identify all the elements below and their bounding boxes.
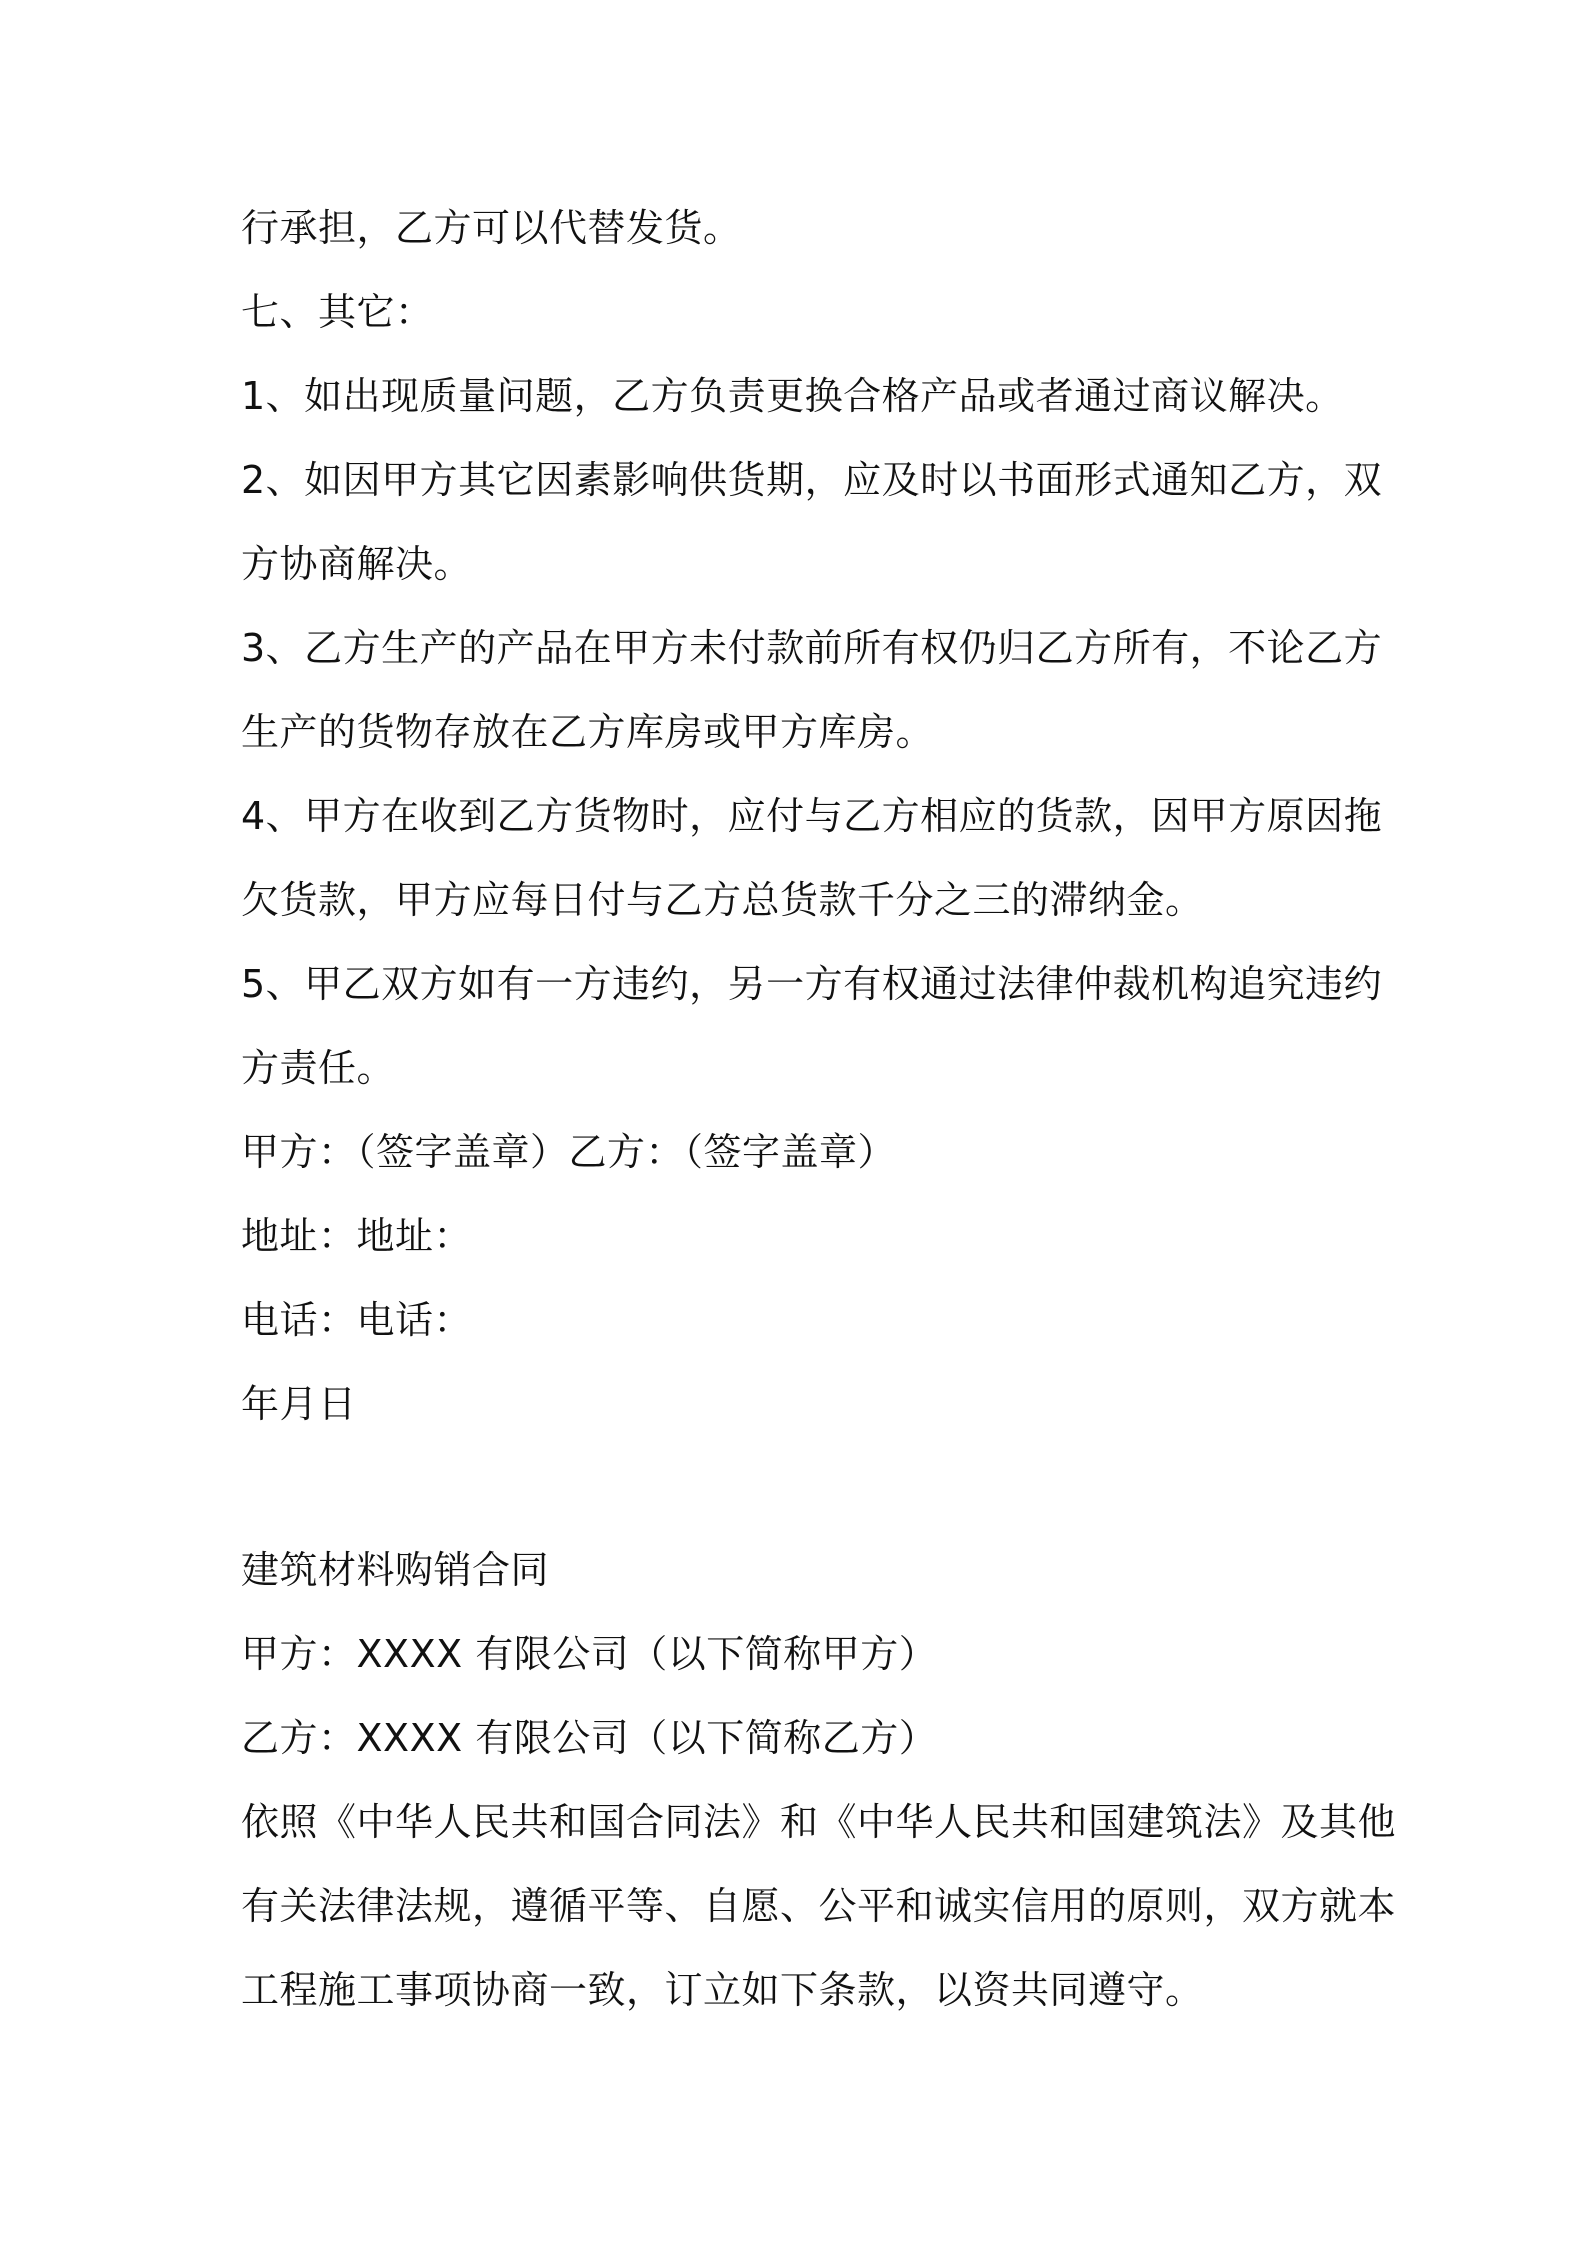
clause-5: 5、甲乙双方如有一方违约，另一方有权通过法律仲裁机构追究违约 <box>241 962 1383 1006</box>
date-line: 年月日 <box>241 1382 357 1426</box>
preamble-line: 依照《中华人民共和国合同法》和《中华人民共和国建筑法》及其他 <box>241 1800 1397 1844</box>
clause-4: 4、甲方在收到乙方货物时，应付与乙方相应的货款，因甲方原因拖 <box>241 794 1383 838</box>
paragraph-line: 方协商解决。 <box>241 542 473 586</box>
paragraph-line: 方责任。 <box>241 1046 396 1090</box>
paragraph-line: 欠货款，甲方应每日付与乙方总货款千分之三的滞纳金。 <box>241 878 1204 922</box>
paragraph-line: 生产的货物存放在乙方库房或甲方库房。 <box>241 710 935 754</box>
paragraph-line: 行承担，乙方可以代替发货。 <box>241 206 742 250</box>
preamble-line: 工程施工事项协商一致，订立如下条款，以资共同遵守。 <box>241 1968 1204 2012</box>
contract-title: 建筑材料购销合同 <box>241 1548 550 1592</box>
clause-1: 1、如出现质量问题，乙方负责更换合格产品或者通过商议解决。 <box>241 374 1344 418</box>
section-heading: 七、其它： <box>241 290 434 334</box>
preamble-line: 有关法律法规，遵循平等、自愿、公平和诚实信用的原则，双方就本 <box>241 1884 1397 1928</box>
signature-line: 甲方：（签字盖章）乙方：（签字盖章） <box>241 1130 897 1174</box>
clause-3: 3、乙方生产的产品在甲方未付款前所有权仍归乙方所有，不论乙方 <box>241 626 1383 670</box>
phone-line: 电话：电话： <box>241 1298 473 1342</box>
clause-2: 2、如因甲方其它因素影响供货期，应及时以书面形式通知乙方，双 <box>241 458 1383 502</box>
party-b-line: 乙方：XXXX 有限公司（以下简称乙方） <box>241 1716 938 1760</box>
party-a-line: 甲方：XXXX 有限公司（以下简称甲方） <box>241 1632 938 1676</box>
address-line: 地址：地址： <box>241 1214 473 1258</box>
